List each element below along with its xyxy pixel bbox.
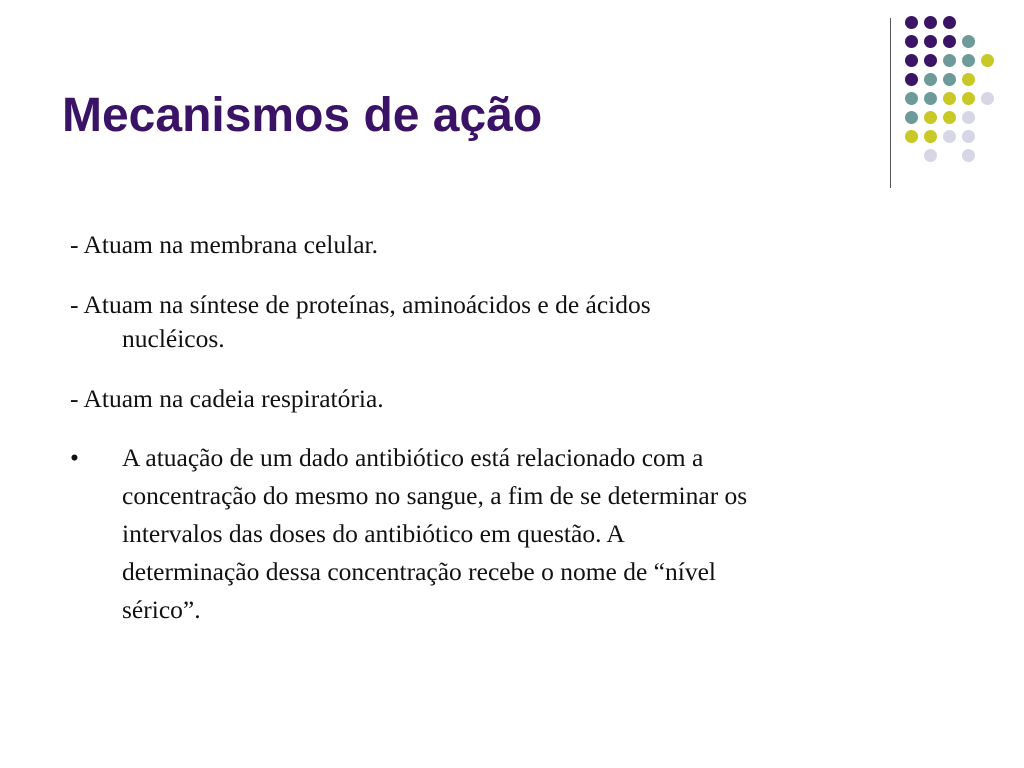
decorative-dot: [962, 73, 975, 86]
bullet-item: [70, 285, 970, 359]
item-text-line: intervalos das doses do antibiótico em questão. A: [122, 519, 625, 548]
decorative-dot: [943, 111, 956, 124]
slide-title: Mecanismos de ação: [62, 89, 543, 142]
item-text-line: determinação dessa concentração recebe o nome de “nível: [122, 557, 716, 586]
decorative-dot: [943, 54, 956, 67]
decorative-dot: [924, 149, 937, 162]
bullet-item: [70, 225, 970, 265]
decorative-dot: [924, 111, 937, 124]
decorative-dot: [943, 130, 956, 143]
decorative-dot: [905, 73, 918, 86]
decorative-divider-line: [890, 18, 891, 188]
item-text: - Atuam na cadeia respiratória.: [70, 384, 384, 413]
decorative-dot: [924, 54, 937, 67]
decorative-dot: [905, 16, 918, 29]
item-text-continuation: nucléicos.: [122, 324, 225, 353]
decorative-dot: [943, 92, 956, 105]
bullet-item: [70, 379, 970, 419]
decorative-dot: [962, 92, 975, 105]
decorative-dot: [924, 16, 937, 29]
bullet-icon: •: [70, 443, 79, 472]
decorative-dot: [943, 73, 956, 86]
item-text-line: sérico”.: [122, 595, 201, 624]
decorative-dot: [924, 35, 937, 48]
decorative-dot: [924, 73, 937, 86]
decorative-dot: [905, 111, 918, 124]
decorative-dot: [943, 35, 956, 48]
decorative-dot: [924, 130, 937, 143]
decorative-dot: [943, 16, 956, 29]
bullet-item: [70, 439, 970, 629]
decorative-dot: [981, 92, 994, 105]
decorative-dot: [962, 35, 975, 48]
decorative-dot: [905, 54, 918, 67]
item-text-line: concentração do mesmo no sangue, a fim de se determinar os: [122, 481, 748, 510]
decorative-dot: [905, 130, 918, 143]
item-text: - Atuam na membrana celular.: [70, 230, 379, 259]
item-text: - Atuam na síntese de proteínas, aminoácidos e de ácidos: [70, 290, 651, 319]
decorative-dot: [962, 54, 975, 67]
slide-body: [70, 225, 970, 629]
decorative-dot: [962, 111, 975, 124]
decorative-dot-grid: [0, 0, 1024, 200]
item-text-line: A atuação de um dado antibiótico está relacionado com a: [122, 443, 704, 472]
decorative-dot: [905, 92, 918, 105]
decorative-dot: [905, 35, 918, 48]
decorative-dot: [962, 149, 975, 162]
decorative-dot: [924, 92, 937, 105]
decorative-dot: [962, 130, 975, 143]
decorative-dot: [981, 54, 994, 67]
